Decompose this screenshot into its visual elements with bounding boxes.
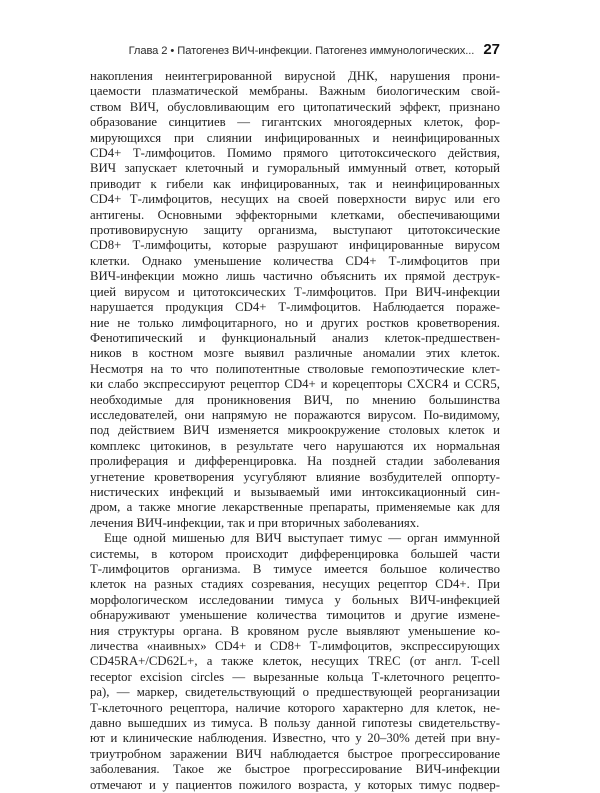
text-line: Фенотипический и функциональный анализ клеток-предшествен- bbox=[90, 330, 500, 345]
text-line: Т-лимфоцитов организма. В тимусе имеется большое количество bbox=[90, 562, 500, 576]
text-line: цаемости плазматической мембраны. Важным биологическим свой- bbox=[90, 84, 500, 99]
text-line: Т-клеточного рецептора, наличие которого характерно для клеток, не- bbox=[90, 700, 500, 715]
text-line: дром, а также многие лекарственные препараты, применяемые как для bbox=[90, 500, 500, 515]
running-title: Глава 2 • Патогенез ВИЧ-инфекции. Патогенез иммунологических... bbox=[128, 45, 475, 57]
text-line: нистических инфекций и вызываемый ими интоксикационный син- bbox=[90, 484, 500, 499]
text-line: клеток на разных стадиях созревания, несущих рецептор CD4+. При bbox=[90, 577, 500, 592]
text-line: ки слабо экспрессируют рецептор CD4+ и корецепторы CXCR4 и CCR5, bbox=[90, 377, 500, 392]
text-line: CD8+ Т-лимфоциты, которые разрушают инфицированные вирусом bbox=[90, 238, 500, 253]
text-line: заболевания. Такое же быстрое прогрессирование ВИЧ-инфекции bbox=[90, 762, 500, 777]
text-line: CD45RA+/CD62L+, а также клеток, несущих TREC (от англ. T-cell bbox=[90, 654, 500, 669]
text-line: мирующихся при слиянии инфицированных и неинфицированных bbox=[90, 130, 500, 145]
text-line: образование синцитиев — гигантских многоядерных клеток, фор- bbox=[90, 115, 500, 130]
text-line: ния структуры органа. В кровяном русле выявляют уменьшение ко- bbox=[90, 623, 500, 638]
text-line: накопления неинтегрированной вирусной ДНК, нарушения прони- bbox=[90, 69, 500, 83]
text-line: ством ВИЧ, обусловливающим его цитопатический эффект, признано bbox=[90, 99, 500, 114]
text-line: угнетение кроветворения усугубляют влияние возбудителей оппорту- bbox=[90, 469, 500, 484]
text-line: комплекс цитокинов, в результате чего нарушаются их нормальная bbox=[90, 438, 500, 453]
running-header bbox=[90, 41, 500, 61]
text-line: CD4+ Т-лимфоцитов. Помимо прямого цитотоксического действия, bbox=[90, 146, 500, 161]
text-line: приводит к гибели как инфицированных, так и неинфицированных bbox=[90, 176, 500, 191]
text-line: под действием ВИЧ изменяется микроокружение столовых клеток и bbox=[90, 423, 500, 438]
text-line: давно вышедших из тимуса. В пользу данной гипотезы свидетельству- bbox=[90, 716, 500, 731]
text-line: ра), — маркер, свидетельствующий о предшествующей реорганизации bbox=[90, 685, 500, 700]
page-number: 27 bbox=[483, 41, 500, 58]
text-line: системы, в котором происходит дифференцировка большей части bbox=[90, 546, 500, 561]
text-line: Еще одной мишенью для ВИЧ выступает тимус — орган иммунной bbox=[104, 531, 500, 546]
text-line: отмечают и у пациентов пожилого возраста, у которых тимус подвер- bbox=[90, 777, 500, 792]
text-line: обнаруживают уменьшение количества тимоцитов и другие измене- bbox=[90, 608, 500, 623]
text-line: ВИЧ-инфекции можно лишь частично объяснить их прямой деструк- bbox=[90, 269, 500, 284]
text-line: цией вирусом и цитотоксических Т-лимфоцитов. При ВИЧ-инфекции bbox=[90, 284, 500, 299]
text-line: пролиферация и дифференцировка. На поздней стадии заболевания bbox=[90, 454, 500, 469]
text-line: противовирусную защиту организма, выступают цитотоксические bbox=[90, 223, 500, 238]
text-line: антигены. Основными эффекторными клетками, обеспечивающими bbox=[90, 207, 500, 222]
text-line: триутробном заражении ВИЧ наблюдается быстрое прогрессирование bbox=[90, 746, 500, 761]
text-line: ют и клинические наблюдения. Известно, что у 20–30% детей при вну- bbox=[90, 731, 500, 746]
text-line: личества «наивных» CD4+ и CD8+ Т-лимфоцитов, экспрессирующих bbox=[90, 639, 500, 654]
body-text bbox=[90, 69, 500, 793]
text-line: исследователей, они напрямую не поражаются вирусом. По-видимому, bbox=[90, 407, 500, 422]
text-line: нарушается продукция CD4+ Т-лимфоцитов. Наблюдается пораже- bbox=[90, 300, 500, 315]
text-line: лечения ВИЧ-инфекции, так и при вторичных заболеваниях. bbox=[90, 515, 420, 530]
text-line: ников в костном мозге выявил различные аномалии этих клеток. bbox=[90, 346, 500, 361]
text-line: CD4+ Т-лимфоцитов, несущих на своей поверхности вирус или его bbox=[90, 192, 500, 207]
text-line: морфологическом исследовании тимуса у больных ВИЧ-инфекцией bbox=[90, 592, 500, 607]
text-line: клетки. Однако уменьшение количества CD4+ Т-лимфоцитов при bbox=[90, 253, 500, 268]
text-line: необходимые для проникновения ВИЧ, по мнению большинства bbox=[90, 392, 500, 407]
text-line: ВИЧ запускает клеточный и гуморальный иммунный ответ, который bbox=[90, 161, 500, 176]
text-line: receptor excision circles — вырезанные кольца Т-клеточного рецепто- bbox=[90, 669, 500, 684]
text-line: ние не только лимфоцитарного, но и других ростков кроветворения. bbox=[90, 315, 500, 330]
text-line: Несмотря на то что полипотентные стволовые гемопоэтические клет- bbox=[90, 361, 500, 376]
